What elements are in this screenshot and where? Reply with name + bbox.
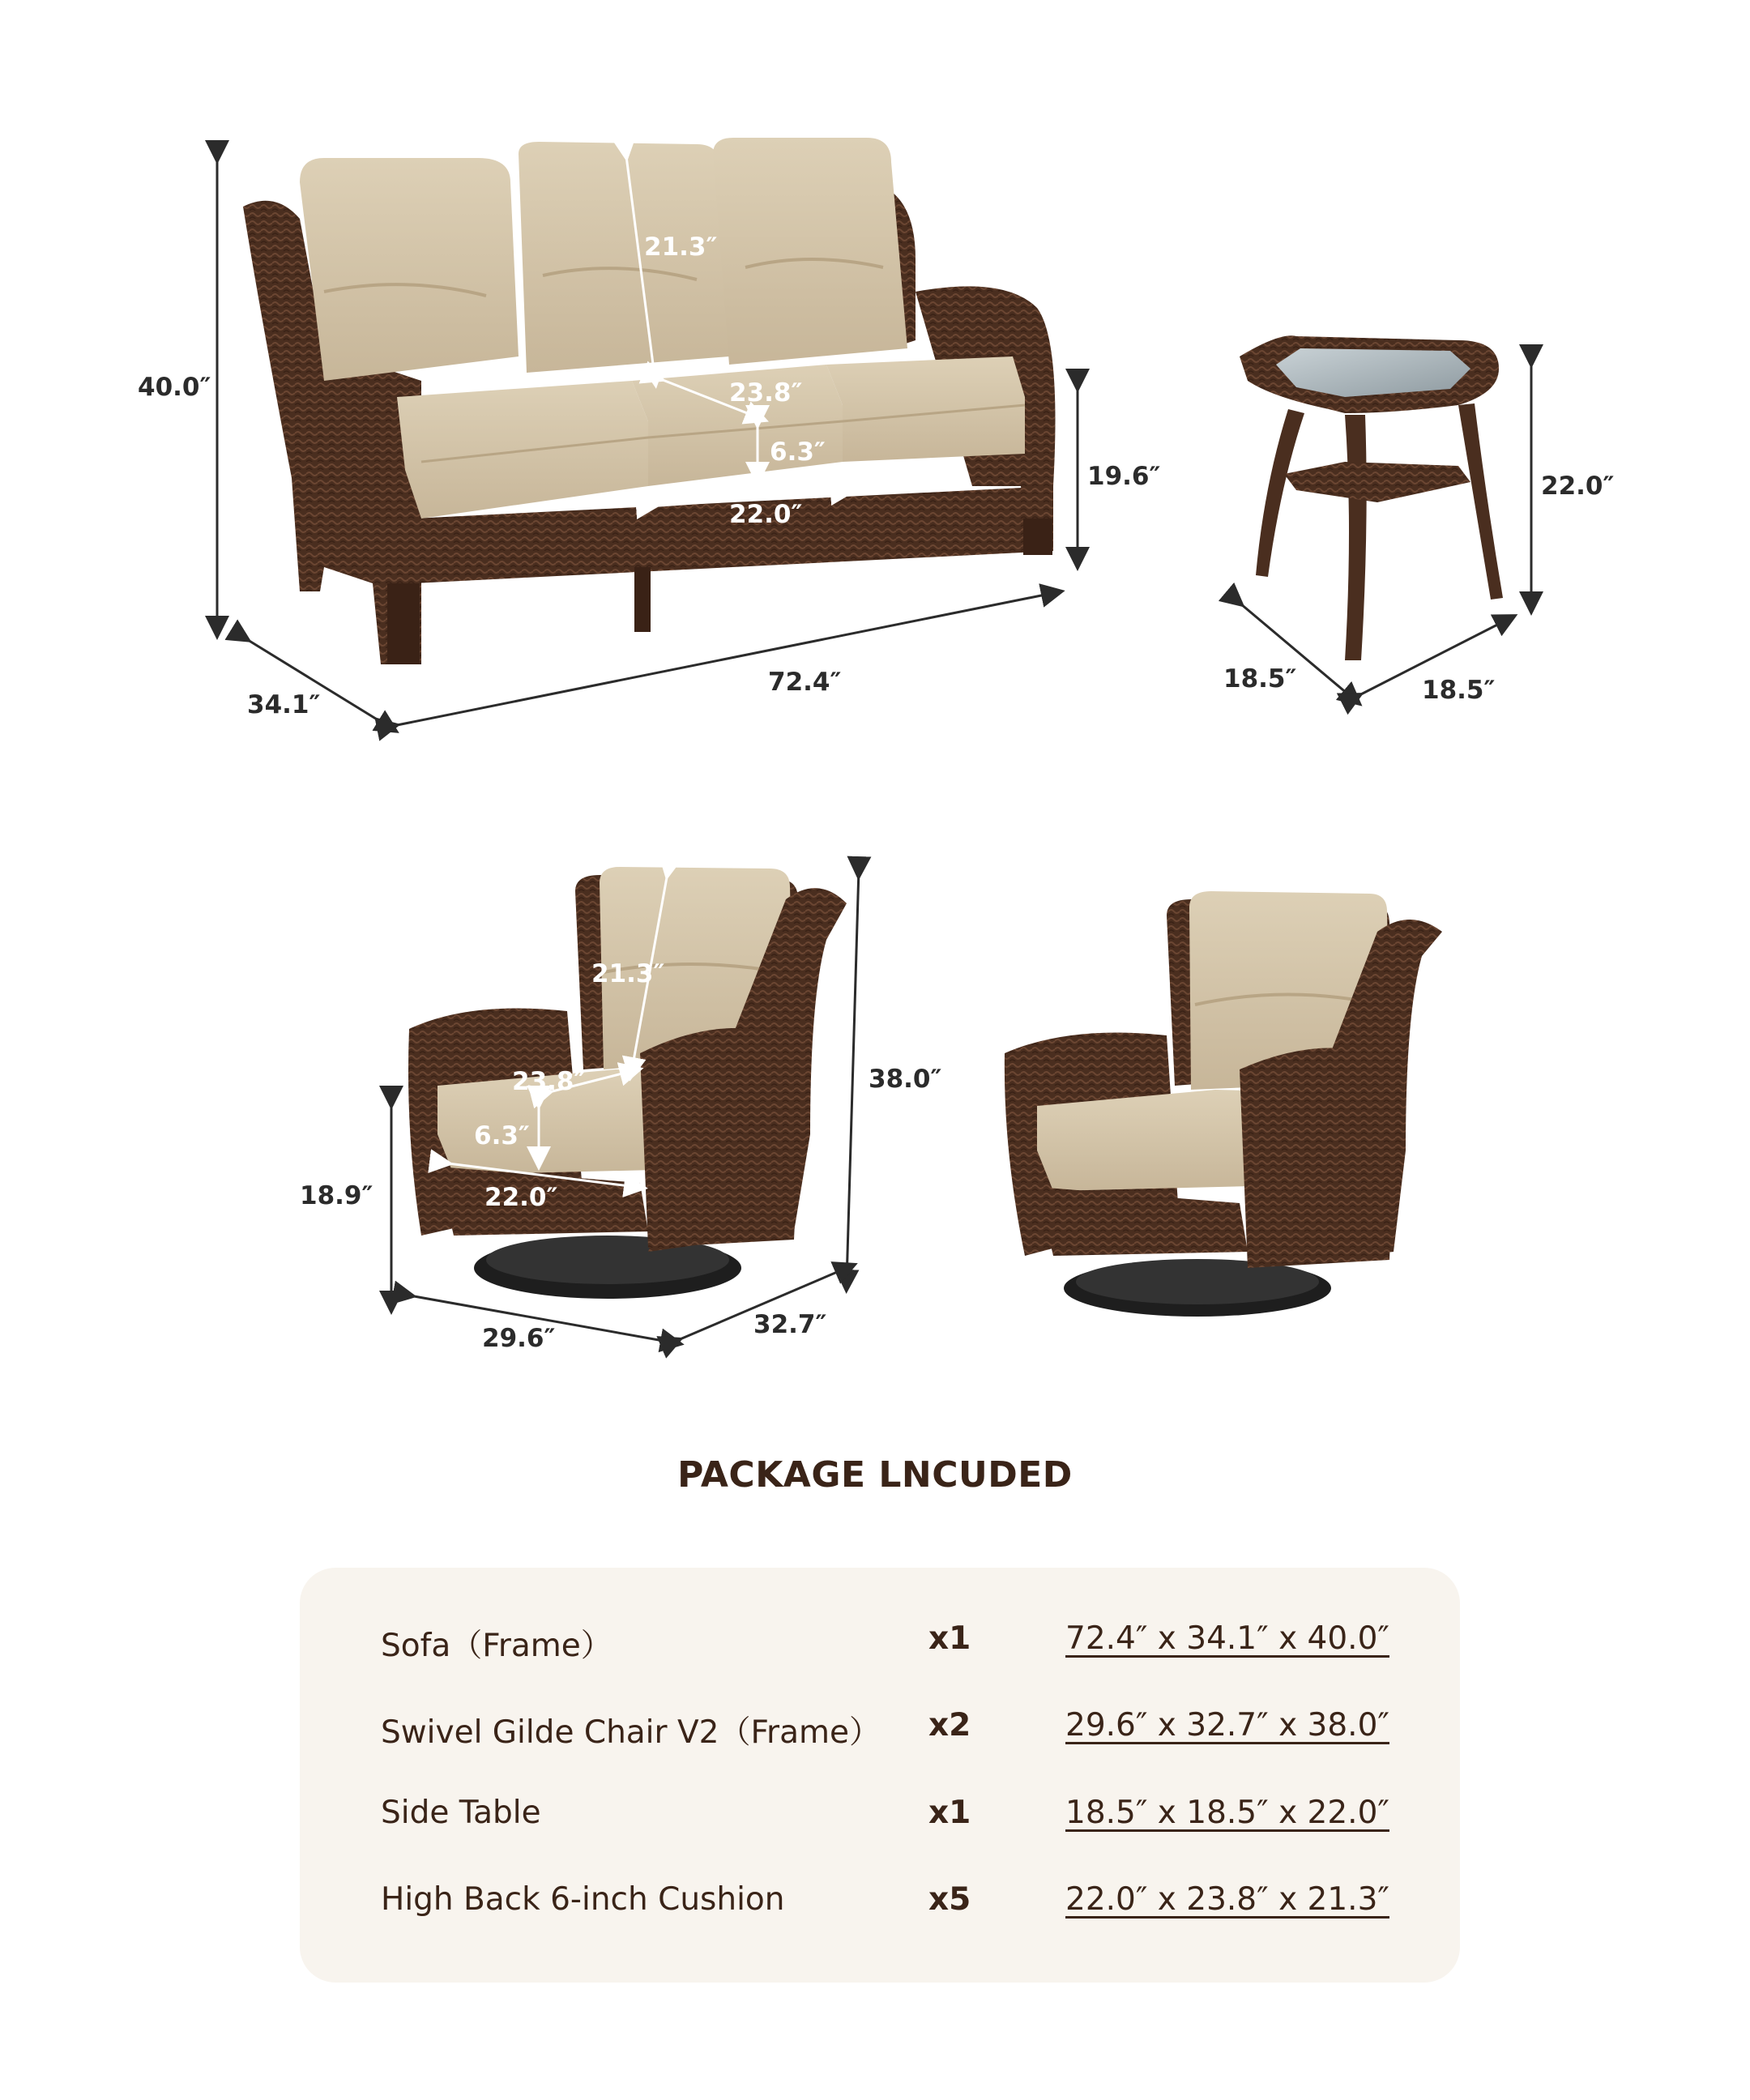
sofa-width-label: 72.4″ [768,668,842,697]
package-item-dims: 22.0″ x 23.8″ x 21.3″ [1065,1881,1389,1918]
side-table-depth-label: 18.5″ [1422,676,1496,705]
chair-seat-depth-label: 23.8″ [512,1067,586,1096]
sofa-seat-width-label: 22.0″ [729,500,803,529]
chair-seat-width-label: 22.0″ [484,1183,558,1212]
side-table-height-label: 22.0″ [1541,472,1615,501]
package-row [300,1707,1460,1764]
chair-seat-height-label: 18.9″ [300,1181,373,1210]
chair-back-height-label: 21.3″ [591,959,665,988]
sofa-height-label: 40.0″ [138,373,211,402]
package-item-dims: 72.4″ x 34.1″ x 40.0″ [1065,1620,1389,1657]
package-row [300,1620,1460,1677]
chair-depth-label: 32.7″ [753,1310,827,1339]
sofa-depth-label: 34.1″ [247,690,321,719]
chair-height-label: 38.0″ [869,1065,942,1094]
package-row [300,1881,1460,1938]
chair-width-label: 29.6″ [482,1324,556,1353]
package-item-qty: x5 [928,1881,971,1918]
package-item-qty: x1 [928,1795,971,1831]
swivel-chair-illustration-2 [1005,891,1442,1317]
side-table-illustration [1240,335,1503,660]
package-item-dims: 18.5″ x 18.5″ x 22.0″ [1065,1795,1389,1831]
package-item-name: High Back 6-inch Cushion [381,1881,785,1918]
package-item-name: Side Table [381,1795,541,1831]
sofa-cushion-thickness-label: 6.3″ [770,438,826,467]
package-row [300,1795,1460,1851]
package-item-name: Swivel Gilde Chair V2（Frame） [381,1714,881,1751]
package-item-dims: 29.6″ x 32.7″ x 38.0″ [1065,1707,1389,1744]
sofa-illustration [243,138,1056,664]
package-item-qty: x1 [928,1620,971,1657]
sofa-back-height-label: 21.3″ [644,233,718,262]
sofa-seat-height-label: 19.6″ [1087,462,1161,491]
package-item-qty: x2 [928,1707,971,1744]
package-title: PACKAGE LNCUDED [677,1454,1073,1496]
package-item-name: Sofa（Frame） [381,1628,612,1664]
package-card [300,1568,1460,1983]
sofa-seat-depth-label: 23.8″ [729,378,803,408]
chair-cushion-thickness-label: 6.3″ [474,1121,530,1150]
swivel-chair-illustration-1 [408,867,847,1299]
side-table-width-label: 18.5″ [1223,664,1297,694]
